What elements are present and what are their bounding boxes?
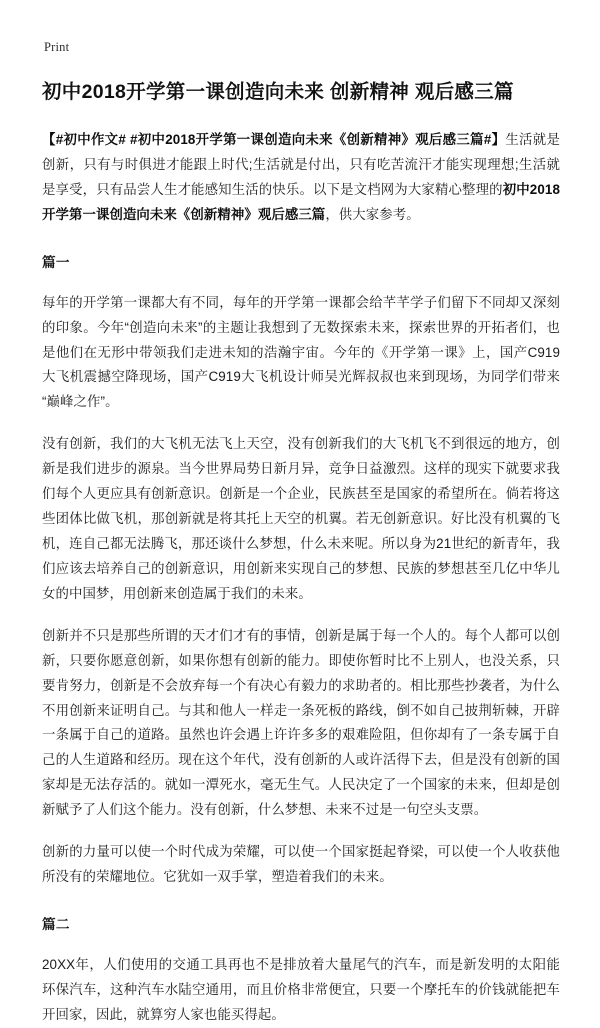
intro-body-first: 生活就是创新，只有与时俱进才能跟上时代;生活就是付出，只有吃苦流汗才能实现理想;生活就是享受，只有品尝人生才能感知生活的快乐。以下是文档网为大家精心整理的 bbox=[42, 132, 560, 198]
intro-tag: 【#初中作文# #初中2018开学第一课创造向未来《创新精神》观后感三篇#】 bbox=[42, 132, 506, 148]
print-toolbar bbox=[0, 0, 600, 60]
article-paragraph: 每年的开学第一课都大有不同，每年的开学第一课都会给芊芊学子们留下不同却又深刻的印象。今年“创造向未来”的主题让我想到了无数探索未来，探索世界的开拓者们，也是他们在无形中带领我们走进未知的浩瀚宇宙。今年的《开学第一课》上，国产C919大飞机震撼空降现场，国产C919大飞机设计师吴光辉叔叔也来到现场，为同学们带来“巅峰之作”。 bbox=[42, 294, 560, 410]
article-content bbox=[0, 78, 600, 1028]
article-paragraph: 创新的力量可以使一个时代成为荣耀，可以使一个国家挺起脊梁，可以使一个人收获他所没有的荣耀地位。它犹如一双手掌，塑造着我们的未来。 bbox=[42, 844, 560, 885]
article-paragraph: 20XX年，人们使用的交通工具再也不是排放着大量尾气的汽车，而是新发明的太阳能环保汽车，这种汽车水陆空通用，而且价格非常便宜，只要一个摩托车的价钱就能把车开回家，因此，就算穷人家也能买得起。 bbox=[42, 956, 560, 1022]
section-heading: 篇一 bbox=[42, 254, 70, 270]
page-title: 初中2018开学第一课创造向未来 创新精神 观后感三篇 bbox=[42, 81, 514, 103]
section-heading: 篇二 bbox=[42, 916, 70, 932]
article-paragraph: 创新并不只是那些所谓的天才们才有的事情，创新是属于每一个人的。每个人都可以创新，只要你愿意创新，如果你想有创新的能力。即使你暂时比不上别人，也没关系，只要肯努力，创新是不会放弃每一个有决心有毅力的求助者的。相比那些抄袭者，为什么不用创新来证明自己。与其和他人一样走一条死板的路线，倒不如自己披荆斩棘，开辟一条属于自己的道路。虽然也许会遇上许许多多的艰难险阻，但你却有了一条专属于自己的人生道路和经历。现在这个年代，没有创新的人或许活得下去，但是没有创新的国家却是无法存活的。就如一潭死水，毫无生气。人民决定了一个国家的未来，但却是创新赋予了人们这个能力。没有创新，什么梦想、未来不过是一句空头支票。 bbox=[42, 627, 560, 818]
article-section bbox=[42, 252, 560, 890]
print-link[interactable]: Print bbox=[44, 40, 70, 54]
article-intro bbox=[42, 128, 560, 228]
intro-emphasis: 初中2018开学第一课创造向未来《创新精神》观后感三篇 bbox=[42, 182, 560, 223]
intro-body-last: ，供大家参考。 bbox=[325, 207, 420, 223]
article-paragraph: 没有创新，我们的大飞机无法飞上天空，没有创新我们的大飞机飞不到很远的地方，创新是我们进步的源泉。当今世界局势日新月异，竞争日益激烈。这样的现实下就要求我们每个人更应具有创新意识。创新是一个企业，民族甚至是国家的希望所在。倘若将这些团体比做飞机，那创新就是将其托上天空的机翼。若无创新意识。好比没有机翼的飞机，连自己都无法腾飞，那还谈什么梦想，什么未来呢。所以身为21世纪的新青年，我们应该去培养自己的创新意识，用创新来实现自己的梦想、民族的梦想甚至几亿中华儿女的中国梦，用创新来创造属于我们的未来。 bbox=[42, 436, 560, 601]
article-section bbox=[42, 914, 560, 1028]
article-sections bbox=[42, 252, 560, 1028]
